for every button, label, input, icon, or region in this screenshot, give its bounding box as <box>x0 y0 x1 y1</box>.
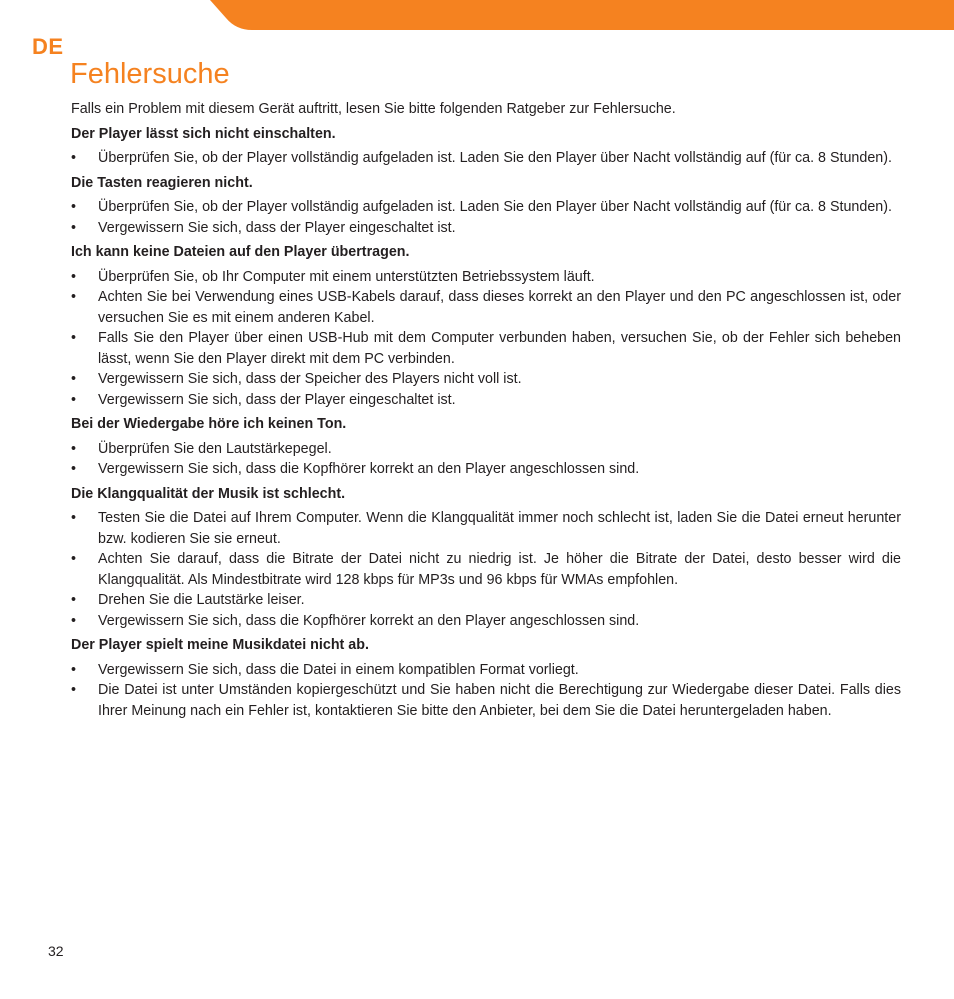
bullet-icon: • <box>71 219 77 236</box>
bullet-text: Überprüfen Sie den Lautstärkepegel. <box>98 440 332 457</box>
bullet-item <box>71 267 901 288</box>
section-heading: Ich kann keine Dateien auf den Player übertragen. <box>71 244 410 260</box>
bullet-icon: • <box>71 268 77 285</box>
bullet-icon: • <box>71 440 77 457</box>
bullet-icon: • <box>71 682 77 698</box>
bullet-text: Die Datei ist unter Umständen kopiergeschützt und Sie haben nicht die Berechtigung zur Wiedergabe dieser Datei. Falls dies Ihrer Meinung nach ein Fehler ist, kontaktieren Sie bitte den Anbieter, bei dem Sie die Datei heruntergeladen haben. <box>98 682 901 719</box>
bullet-list <box>71 660 901 722</box>
bullet-item <box>71 218 901 239</box>
bullet-text: Vergewissern Sie sich, dass die Kopfhörer korrekt an den Player angeschlossen sind. <box>98 461 640 477</box>
bullet-icon: • <box>71 150 77 166</box>
bullet-item <box>71 148 901 169</box>
bullet-icon: • <box>71 592 77 608</box>
troubleshooting-sections <box>71 124 901 722</box>
bullet-icon: • <box>71 612 77 629</box>
bullet-item <box>71 549 901 590</box>
page-title: Fehlersuche <box>70 58 230 90</box>
troubleshooting-section <box>71 242 901 410</box>
bullet-text: Überprüfen Sie, ob der Player vollständig aufgeladen ist. Laden Sie den Player über Nacht vollständig auf (für ca. 8 Stunden). <box>98 150 892 166</box>
bullet-item <box>71 680 901 721</box>
bullet-item <box>71 328 901 369</box>
bullet-list <box>71 197 901 238</box>
bullet-icon: • <box>71 661 77 678</box>
bullet-text: Vergewissern Sie sich, dass die Datei in einem kompatiblen Format vorliegt. <box>98 661 579 678</box>
bullet-icon: • <box>71 289 77 305</box>
troubleshooting-section <box>71 414 901 480</box>
bullet-item <box>71 508 901 549</box>
bullet-text: Überprüfen Sie, ob der Player vollständig aufgeladen ist. Laden Sie den Player über Nacht vollständig auf (für ca. 8 Stunden). <box>98 199 892 215</box>
bullet-text: Achten Sie darauf, dass die Bitrate der Datei nicht zu niedrig ist. Je höher die Bitrate der Datei, desto besser wird die Klangqualität. Als Mindestbitrate wird 128 kbps für MP3s und 96 kbps für WMAs empfohlen. <box>98 551 901 588</box>
bullet-icon: • <box>71 510 77 526</box>
bullet-text: Vergewissern Sie sich, dass die Kopfhörer korrekt an den Player angeschlossen sind. <box>98 612 640 629</box>
bullet-item <box>71 439 901 460</box>
bullet-icon: • <box>71 199 77 215</box>
section-heading: Die Tasten reagieren nicht. <box>71 174 253 191</box>
bullet-item <box>71 660 901 681</box>
intro-paragraph: Falls ein Problem mit diesem Gerät auftritt, lesen Sie bitte folgenden Ratgeber zur Fehlersuche. <box>71 101 676 117</box>
bullet-icon: • <box>71 371 77 387</box>
header-tab-bar <box>0 0 954 32</box>
bullet-text: Vergewissern Sie sich, dass der Speicher des Players nicht voll ist. <box>98 371 522 387</box>
bullet-text: Vergewissern Sie sich, dass der Player eingeschaltet ist. <box>98 391 456 408</box>
page-number: 32 <box>48 943 64 959</box>
bullet-item <box>71 611 901 632</box>
bullet-item <box>71 590 901 611</box>
troubleshooting-section <box>71 124 901 169</box>
bullet-icon: • <box>71 330 77 346</box>
bullet-icon: • <box>71 551 77 567</box>
bullet-list <box>71 148 901 169</box>
bullet-item <box>71 197 901 218</box>
bullet-icon: • <box>71 461 77 477</box>
bullet-list <box>71 439 901 480</box>
section-heading: Der Player spielt meine Musikdatei nicht ab. <box>71 637 369 653</box>
troubleshooting-section <box>71 635 901 721</box>
bullet-text: Überprüfen Sie, ob Ihr Computer mit einem unterstützten Betriebssystem läuft. <box>98 268 595 285</box>
bullet-text: Drehen Sie die Lautstärke leiser. <box>98 592 305 608</box>
bullet-text: Vergewissern Sie sich, dass der Player eingeschaltet ist. <box>98 219 456 236</box>
bullet-text: Achten Sie bei Verwendung eines USB-Kabels darauf, dass dieses korrekt an den Player und den PC angeschlossen ist, oder versuchen Sie es mit einem anderen Kabel. <box>98 289 901 326</box>
section-heading: Die Klangqualität der Musik ist schlecht. <box>71 485 346 502</box>
section-heading: Bei der Wiedergabe höre ich keinen Ton. <box>71 416 347 432</box>
bullet-item <box>71 459 901 480</box>
troubleshooting-section <box>71 484 901 632</box>
section-heading: Der Player lässt sich nicht einschalten. <box>71 125 336 142</box>
bullet-item <box>71 287 901 328</box>
bullet-list <box>71 508 901 631</box>
troubleshooting-section <box>71 173 901 239</box>
bullet-item <box>71 369 901 390</box>
bullet-list <box>71 267 901 411</box>
bullet-icon: • <box>71 391 77 408</box>
bullet-text: Testen Sie die Datei auf Ihrem Computer. Wenn die Klangqualität immer noch schlecht ist, laden Sie die Datei erneut herunter bzw. kodieren Sie sie erneut. <box>98 510 901 547</box>
bullet-text: Falls Sie den Player über einen USB-Hub mit dem Computer verbunden haben, versuchen Sie, ob der Fehler sich beheben lässt, wenn Sie den Player direkt mit dem PC verbinden. <box>98 330 901 367</box>
language-code: DE <box>32 34 64 59</box>
bullet-item <box>71 390 901 411</box>
document-body <box>71 99 901 725</box>
